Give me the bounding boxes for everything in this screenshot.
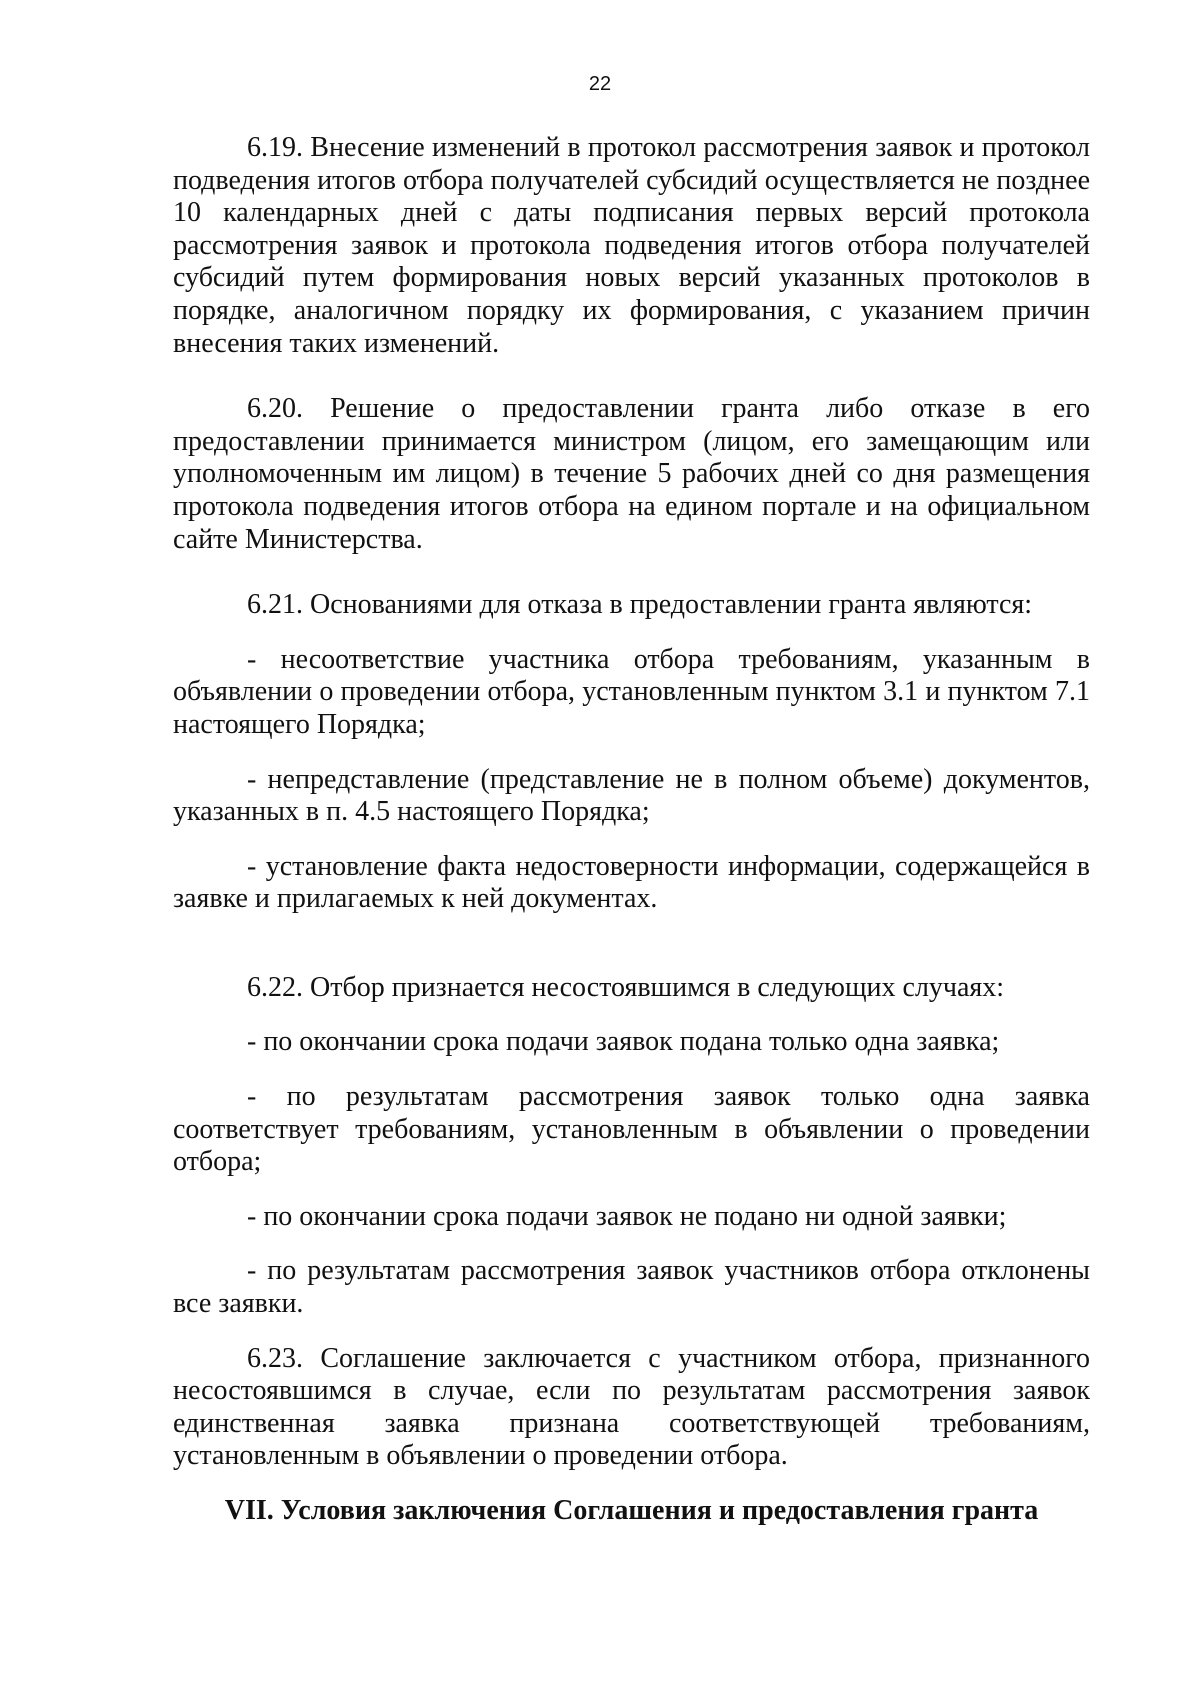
- clause-6-22: 6.22. Отбор признается несостоявшимся в следующих случаях:: [247, 971, 1005, 1003]
- list-item-refusal-ground-1: - несоответствие участника отбора требованиям, указанным в объявлении о проведении отбора, установленным пунктом 3.1 и пунктом 7.1 настоящего Порядка;: [173, 643, 1090, 740]
- list-item-failed-selection-1: - по окончании срока подачи заявок подана только одна заявка;: [247, 1026, 1000, 1058]
- list-item-failed-selection-4: - по результатам рассмотрения заявок участников отбора отклонены все заявки.: [173, 1255, 1090, 1320]
- document-body: [173, 132, 1090, 1528]
- list-item-refusal-ground-2: - непредставление (представление не в полном объеме) документов, указанных в п. 4.5 настоящего Порядка;: [173, 763, 1090, 828]
- clause-6-23: 6.23. Соглашение заключается с участником отбора, признанного несостоявшимся в случае, если по результатам рассмотрения заявок единственная заявка признана соответствующей требованиям, установленным в объявлении о проведении отбора.: [173, 1342, 1090, 1472]
- section-heading: VII. Условия заключения Соглашения и предоставления гранта: [224, 1495, 1039, 1526]
- clause-6-20: 6.20. Решение о предоставлении гранта либо отказе в его предоставлении принимается министром (лицом, его замещающим или уполномоченным им лицом) в течение 5 рабочих дней со дня размещения протокола подведения итогов отбора на едином портале и на официальном сайте Министерства.: [173, 393, 1090, 555]
- clause-6-19: 6.19. Внесение изменений в протокол рассмотрения заявок и протокол подведения итогов отбора получателей субсидий осуществляется не позднее 10 календарных дней с даты подписания первых версий протокола рассмотрения заявок и протокола подведения итогов отбора получателей субсидий путем формирования новых версий указанных протоколов в порядке, аналогичном порядку их формирования, с указанием причин внесения таких изменений.: [173, 132, 1090, 359]
- list-item-failed-selection-2: - по результатам рассмотрения заявок только одна заявка соответствует требованиям, установленным в объявлении о проведении отбора;: [173, 1081, 1090, 1178]
- list-item-refusal-ground-3: - установление факта недостоверности информации, содержащейся в заявке и прилагаемых к ней документах.: [173, 850, 1090, 915]
- list-item-failed-selection-3: - по окончании срока подачи заявок не подано ни одной заявки;: [247, 1200, 1007, 1232]
- page-number: 22: [588, 73, 612, 95]
- clause-6-21: 6.21. Основаниями для отказа в предоставлении гранта являются:: [247, 589, 1033, 621]
